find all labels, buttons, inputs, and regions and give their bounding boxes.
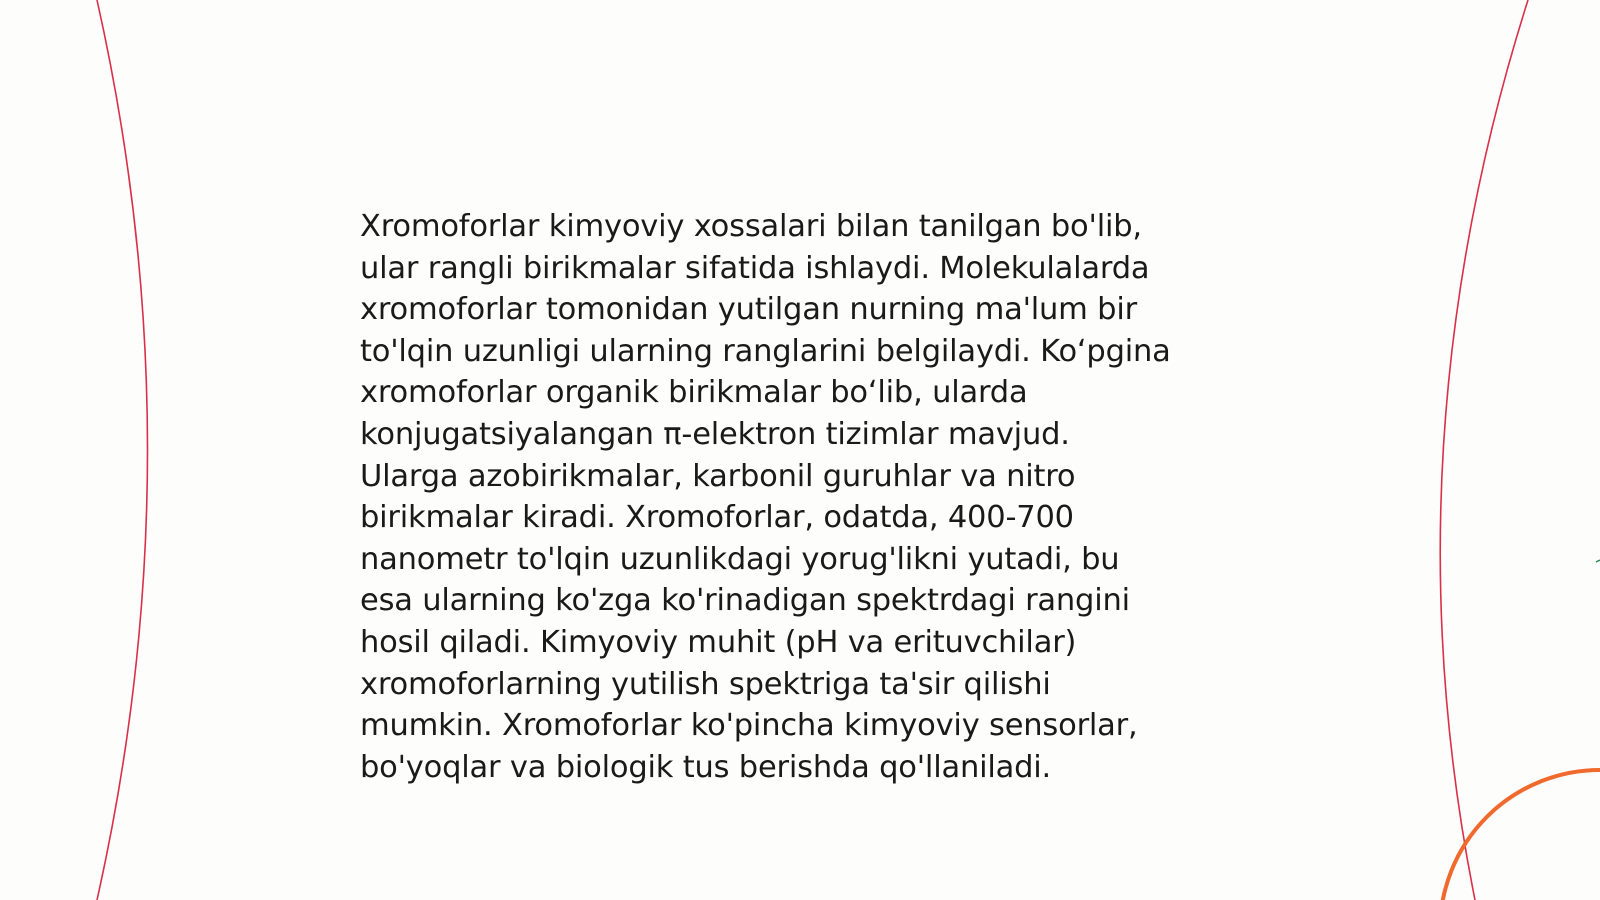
text-line: xromoforlarning yutilish spektriga ta'sir qilishi <box>360 666 1051 702</box>
right-curve <box>1440 0 1528 900</box>
text-line: Ularga azobirikmalar, karbonil guruhlar va nitro <box>360 458 1076 494</box>
text-line: hosil qiladi. Kimyoviy muhit (pH va erituvchilar) <box>360 624 1077 660</box>
text-line: to'lqin uzunligi ularning ranglarini belgilaydi. Koʻpgina <box>360 333 1171 369</box>
text-line: xromoforlar tomonidan yutilgan nurning ma'lum bir <box>360 292 1137 328</box>
text-line: xromoforlar organik birikmalar boʻlib, ularda <box>360 375 1028 411</box>
text-line: birikmalar kiradi. Xromoforlar, odatda, 400-700 <box>360 500 1074 536</box>
text-line: mumkin. Xromoforlar ko'pincha kimyoviy sensorlar, <box>360 708 1138 744</box>
text-line: ular rangli birikmalar sifatida ishlaydi. Molekulalarda <box>360 250 1150 286</box>
text-line: konjugatsiyalangan π-elektron tizimlar mavjud. <box>360 416 1070 452</box>
text-line: esa ularning ko'zga ko'rinadigan spektrdagi rangini <box>360 583 1130 619</box>
slide-body-text <box>360 206 1260 788</box>
small-accent-mark <box>1596 560 1600 562</box>
text-line: nanometr to'lqin uzunlikdagi yorug'likni yutadi, bu <box>360 541 1120 577</box>
text-line: bo'yoqlar va biologik tus berishda qo'llaniladi. <box>360 749 1052 785</box>
left-curve <box>97 0 148 900</box>
text-line: Xromoforlar kimyoviy xossalari bilan tanilgan bo'lib, <box>360 209 1142 244</box>
